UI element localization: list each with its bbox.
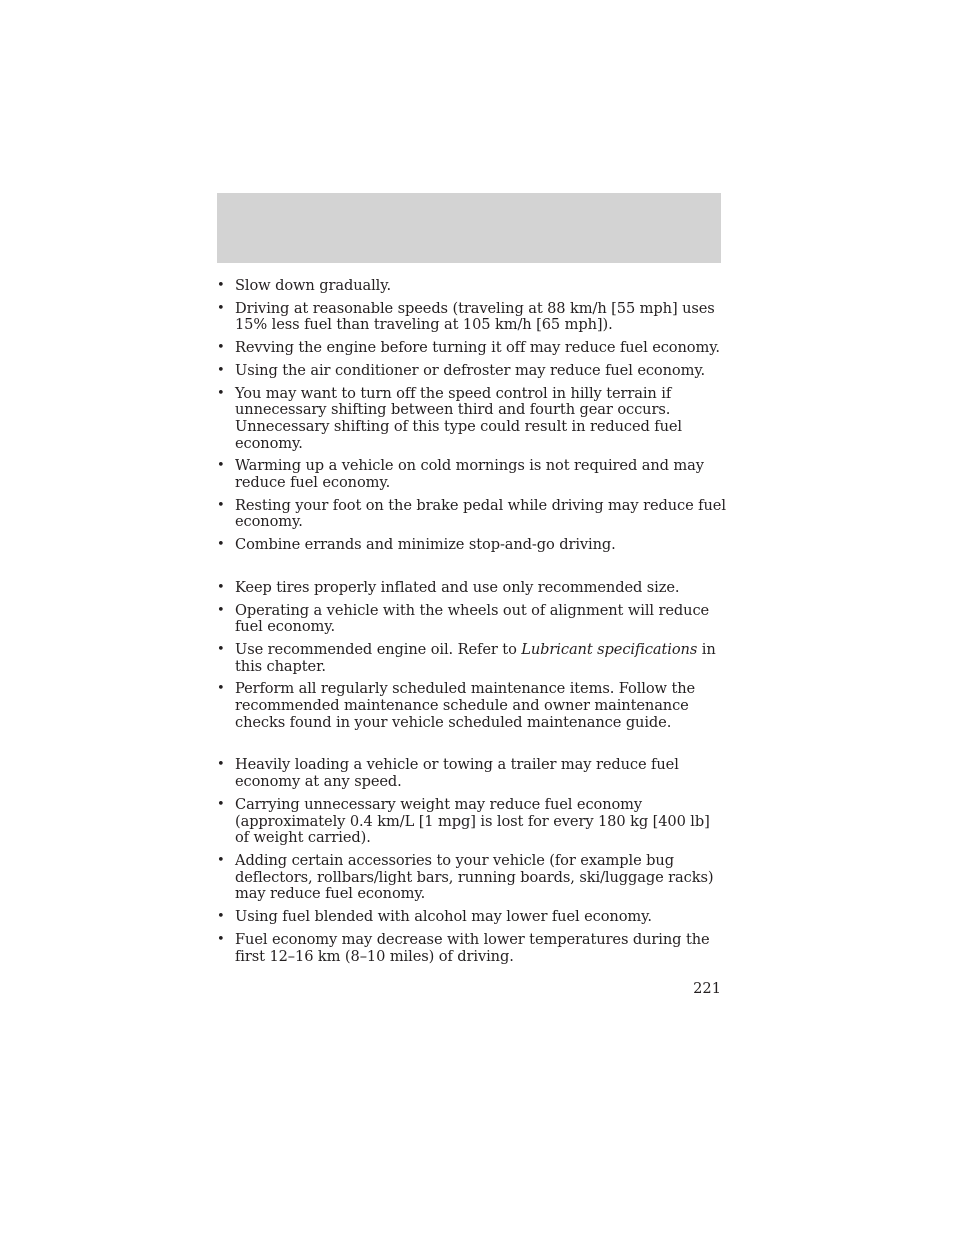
list-item — [217, 386, 727, 453]
list-item — [217, 932, 727, 965]
list-item-text: You may want to turn off the speed control in hilly terrain if unnecessary shifting between third and fourth gear occurs. Unnecessary shifting of this type could result in reduced fuel economy. — [235, 384, 682, 452]
bullet-icon: • — [217, 362, 225, 378]
bullet-icon: • — [217, 681, 225, 697]
list-item-text: Carrying unnecessary weight may reduce fuel economy (approximately 0.4 km/L [1 mpg] is lost for every 180 kg [400 lb] of weight carried). — [235, 795, 710, 847]
list-item-text: Using the air conditioner or defroster may reduce fuel economy. — [235, 361, 706, 379]
bullet-icon: • — [217, 385, 225, 401]
bullet-icon: • — [217, 340, 225, 356]
list-item-text: in this chapter. — [235, 640, 716, 675]
bullet-icon: • — [217, 641, 225, 657]
bullet-icon: • — [217, 497, 225, 513]
list-item — [217, 278, 727, 295]
list-item — [217, 797, 727, 847]
maintenance-list — [217, 580, 727, 732]
conditions-list — [217, 757, 727, 965]
list-item-text: Adding certain accessories to your vehicle (for example bug deflectors, rollbars/light bars, running boards, ski/luggage racks) may reduce fuel economy. — [235, 851, 714, 903]
list-item — [217, 363, 727, 380]
list-item — [217, 537, 727, 554]
bullet-icon: • — [217, 796, 225, 812]
list-item — [217, 498, 727, 531]
bullet-icon: • — [217, 537, 225, 553]
bullet-icon: • — [217, 278, 225, 293]
list-item-text: Driving at reasonable speeds (traveling at 88 km/h [55 mph] uses 15% less fuel than traveling at 105 km/h [65 mph]). — [235, 299, 715, 334]
list-item — [217, 853, 727, 903]
list-item — [217, 580, 727, 597]
list-item — [217, 642, 727, 675]
bullet-icon: • — [217, 458, 225, 474]
list-item-text: Heavily loading a vehicle or towing a trailer may reduce fuel economy at any speed. — [235, 756, 679, 791]
list-item-text: Use recommended engine oil. Refer to — [235, 640, 522, 658]
list-item — [217, 301, 727, 334]
list-item-text: Perform all regularly scheduled maintenance items. Follow the recommended maintenance schedule and owner maintenance checks found in your vehicle scheduled maintenance guide. — [235, 680, 696, 731]
bullet-icon: • — [217, 579, 225, 595]
page-content — [217, 278, 727, 971]
list-item-text: Using fuel blended with alcohol may lower fuel economy. — [235, 908, 652, 926]
list-item — [217, 909, 727, 926]
driving-habits-list — [217, 278, 727, 554]
bullet-icon: • — [217, 852, 225, 868]
bullet-icon: • — [217, 602, 225, 618]
list-item-text: Resting your foot on the brake pedal while driving may reduce fuel economy. — [235, 496, 726, 531]
page-number: 221 — [693, 980, 721, 997]
list-item — [217, 757, 727, 790]
bullet-icon: • — [217, 909, 225, 925]
bullet-icon: • — [217, 300, 225, 316]
list-item — [217, 458, 727, 491]
list-item-text: Slow down gradually. — [235, 277, 391, 294]
list-item — [217, 340, 727, 357]
list-item — [217, 681, 727, 731]
list-item-text: Combine errands and minimize stop-and-go driving. — [235, 536, 616, 554]
bullet-icon: • — [217, 757, 225, 773]
list-item-text: Fuel economy may decrease with lower temperatures during the first 12–16 km (8–10 miles) of driving. — [235, 930, 710, 965]
list-item-text: Revving the engine before turning it off may reduce fuel economy. — [235, 339, 720, 357]
list-item-text: Keep tires properly inflated and use only recommended size. — [235, 578, 680, 596]
section-header-band — [217, 193, 721, 263]
list-item — [217, 603, 727, 636]
bullet-icon: • — [217, 931, 225, 947]
list-item-text: Warming up a vehicle on cold mornings is not required and may reduce fuel economy. — [235, 457, 704, 492]
list-item-text: Operating a vehicle with the wheels out of alignment will reduce fuel economy. — [235, 601, 710, 636]
cross-reference-link: Lubricant specifications — [521, 640, 698, 658]
